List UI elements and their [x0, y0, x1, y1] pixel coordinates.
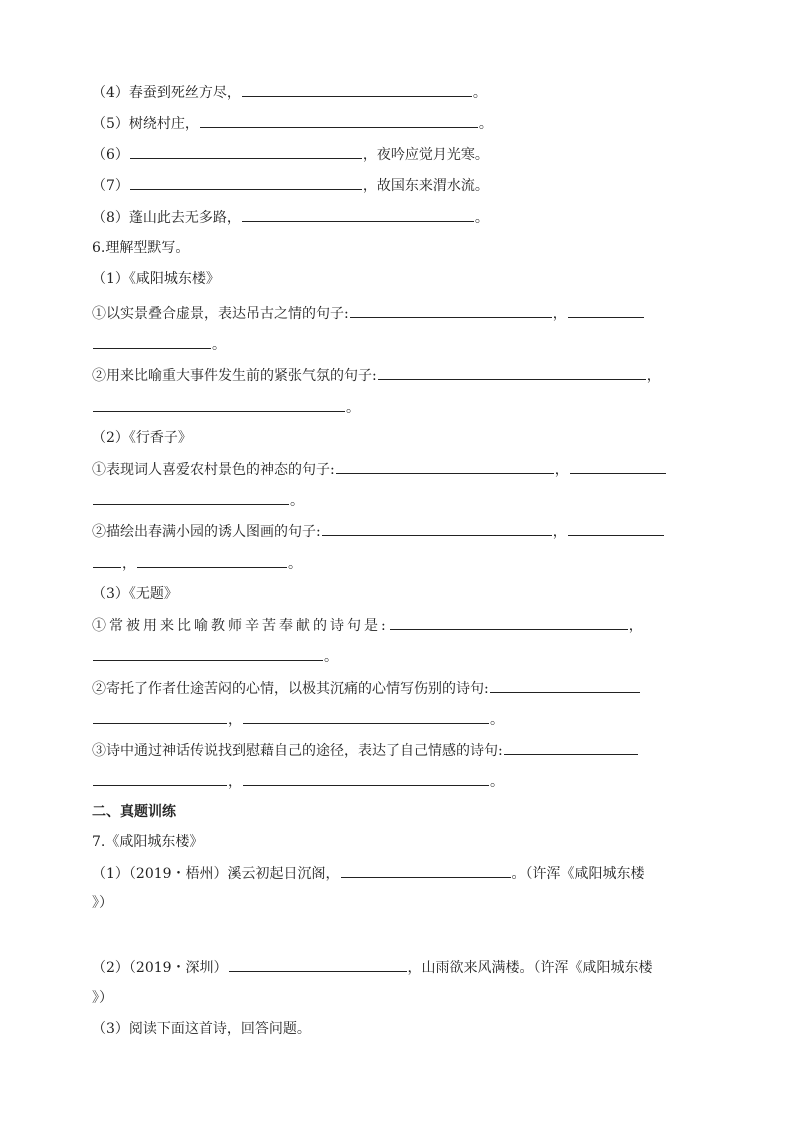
q6-g1-a-cont: 。	[92, 334, 226, 355]
q5-item-4-prompt: （4）春蚕到死丝方尽，	[92, 85, 241, 101]
answer-blank[interactable]	[93, 709, 227, 724]
answer-blank[interactable]	[93, 553, 121, 568]
q6-g2-b-cont: ， 。	[92, 553, 302, 574]
q6-g1-b: ②用来比喻重大事件发生前的紧张气氛的句子: ，	[92, 365, 661, 386]
q5-item-7: （7） ，故国东来渭水流。	[92, 175, 489, 196]
q7-item-1-wrap: 》）	[92, 895, 113, 911]
q7-title: 7.《咸阳城东楼》	[92, 834, 204, 850]
q5-item-5: （5）树绕村庄， 。	[92, 113, 493, 134]
answer-blank[interactable]	[243, 709, 489, 724]
q6-g1-b-prompt: ②用来比喻重大事件发生前的紧张气氛的句子:	[92, 368, 377, 384]
q6-g2-heading: （2）《行香子》	[92, 430, 192, 446]
answer-blank[interactable]	[130, 175, 362, 190]
q6-g2-a-prompt: ①表现词人喜爱农村景色的神态的句子:	[92, 462, 335, 478]
answer-blank[interactable]	[243, 771, 489, 786]
answer-blank[interactable]	[336, 459, 554, 474]
answer-blank[interactable]	[350, 303, 552, 318]
answer-blank[interactable]	[322, 521, 552, 536]
answer-blank[interactable]	[568, 521, 664, 536]
q6-g3-heading: （3）《无题》	[92, 586, 178, 602]
answer-blank[interactable]	[93, 771, 227, 786]
answer-blank[interactable]	[341, 863, 511, 878]
answer-blank[interactable]	[390, 615, 628, 630]
q6-title: 6.理解型默写。	[92, 240, 190, 256]
q5-item-6: （6） ，夜吟应觉月光寒。	[92, 144, 489, 165]
q6-g3-b	[92, 678, 641, 699]
q5-item-7-prompt: （7）	[92, 178, 129, 194]
q6-g1-b-cont: 。	[92, 397, 360, 418]
q6-g3-a-prompt: ①常被用来比喻教师辛苦奉献的诗句是:	[92, 618, 389, 634]
q6-g3-c-prompt: ③诗中通过神话传说找到慰藉自己的途径，表达了自己情感的诗句:	[92, 743, 503, 759]
q6-g3-a: ①常被用来比喻教师辛苦奉献的诗句是: ，	[92, 615, 643, 636]
q6-g2-b-prompt: ②描绘出春满小园的诱人图画的句子:	[92, 524, 321, 540]
q7-item-2: （2）（2019・深圳） ，山雨欲来风满楼。（许浑《咸阳城东楼	[92, 957, 653, 978]
answer-blank[interactable]	[93, 490, 289, 505]
q6-g1-a: ①以实景叠合虚景，表达吊古之情的句子: ，	[92, 303, 645, 324]
q6-g2-a: ①表现词人喜爱农村景色的神态的句子: ，	[92, 459, 667, 480]
answer-blank[interactable]	[570, 459, 666, 474]
q6-g3-a-cont: 。	[92, 646, 338, 667]
answer-blank[interactable]	[229, 957, 407, 972]
q7-item-1-prompt: （1）（2019・梧州）溪云初起日沉阁，	[92, 866, 340, 882]
q6-g3-b-prompt: ②寄托了作者仕途苦闷的心情，以极其沉痛的心情写伤别的诗句:	[92, 681, 489, 697]
answer-blank[interactable]	[200, 113, 478, 128]
answer-blank[interactable]	[93, 397, 345, 412]
q7-item-1: （1）（2019・梧州）溪云初起日沉阁， 。（许浑《咸阳城东楼	[92, 863, 645, 884]
answer-blank[interactable]	[130, 144, 362, 159]
q6-g2-b: ②描绘出春满小园的诱人图画的句子: ，	[92, 521, 665, 542]
q5-item-8-prompt: （8）蓬山此去无多路，	[92, 210, 241, 226]
q5-item-4: （4）春蚕到死丝方尽， 。	[92, 82, 487, 103]
section-2-title: 二、真题训练	[92, 804, 176, 820]
answer-blank[interactable]	[242, 207, 474, 222]
q7-item-2-wrap: 》）	[92, 990, 113, 1006]
q5-item-5-prompt: （5）树绕村庄，	[92, 116, 199, 132]
q7-item-2-prompt: （2）（2019・深圳）	[92, 960, 228, 976]
answer-blank[interactable]	[137, 553, 287, 568]
q6-g1-a-prompt: ①以实景叠合虚景，表达吊古之情的句子:	[92, 306, 349, 322]
answer-blank[interactable]	[93, 646, 323, 661]
q6-g3-c	[92, 740, 639, 761]
answer-blank[interactable]	[378, 365, 646, 380]
q6-g2-a-cont: 。	[92, 490, 304, 511]
q6-g3-c-cont: ， 。	[92, 771, 504, 792]
q6-g3-b-cont: ， 。	[92, 709, 504, 730]
q6-g1-heading: （1）《咸阳城东楼》	[92, 271, 220, 287]
answer-blank[interactable]	[93, 334, 211, 349]
q5-item-6-prompt: （6）	[92, 147, 129, 163]
answer-blank[interactable]	[504, 740, 638, 755]
answer-blank[interactable]	[242, 82, 472, 97]
answer-blank[interactable]	[568, 303, 644, 318]
answer-blank[interactable]	[490, 678, 640, 693]
q7-item-3: （3）阅读下面这首诗，回答问题。	[92, 1021, 311, 1037]
q5-item-8: （8）蓬山此去无多路， 。	[92, 207, 489, 228]
